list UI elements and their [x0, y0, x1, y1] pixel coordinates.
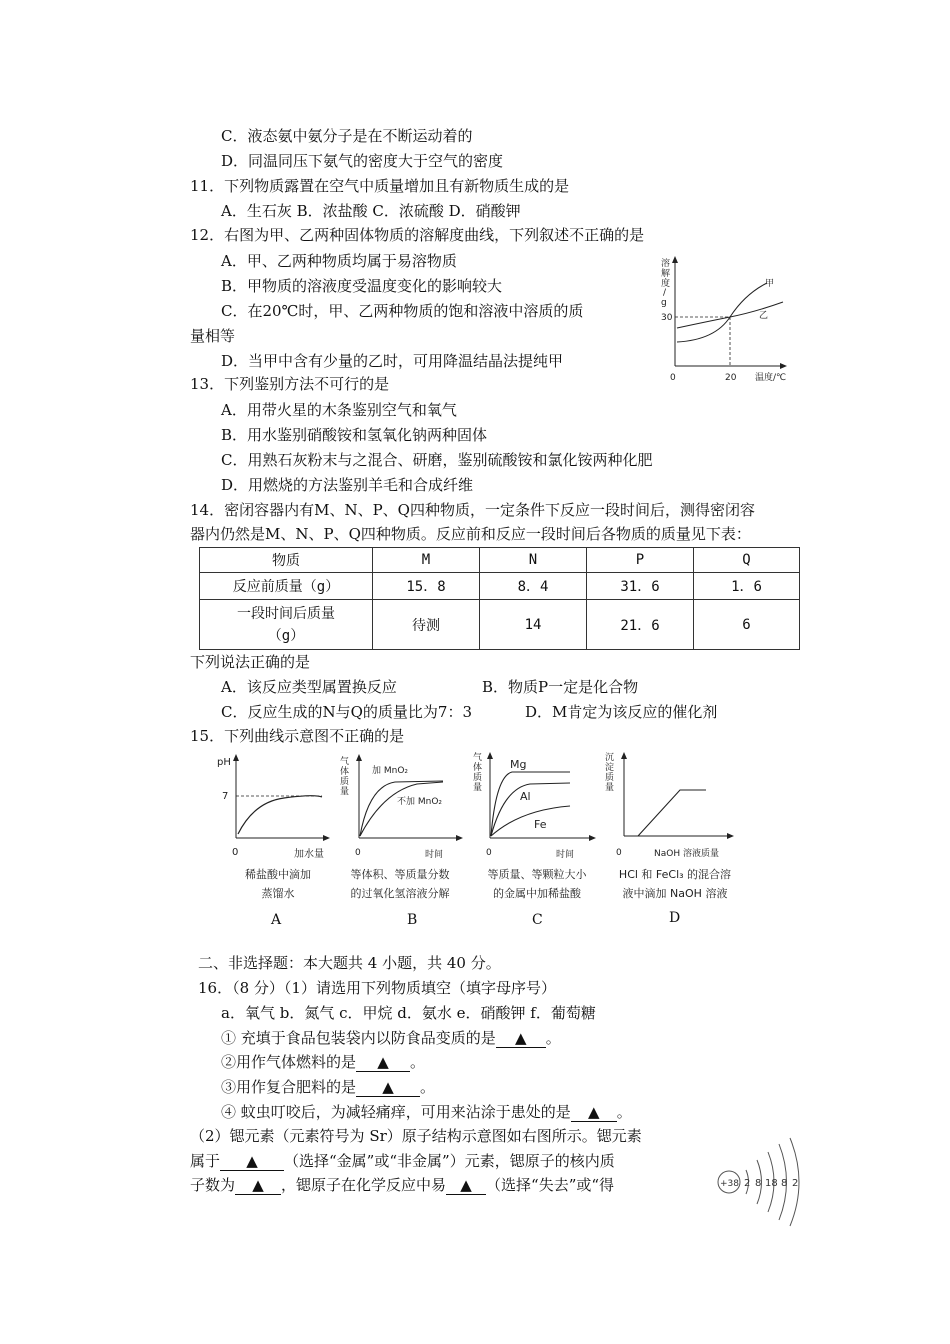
table-cell: 待测: [373, 600, 480, 650]
graph-a: [214, 750, 334, 862]
q12-option-a: A．甲、乙两种物质均属于易溶物质: [221, 252, 457, 270]
y-label-4: 量: [473, 783, 483, 793]
q16-part2-line-1: （2）锶元素（元素符号为 Sr）原子结构示意图如右图所示。锶元素: [190, 1127, 642, 1145]
table-cell: 21．6: [587, 600, 694, 650]
row-label-line-1: 一段时间后质量: [237, 605, 335, 622]
q13-stem: 13．下列鉴别方法不可行的是: [190, 375, 390, 393]
origin-label: 0: [232, 847, 239, 858]
caption-line: 等体积、等质量分数: [350, 868, 450, 881]
caption-line: HCl 和 FeCl₃ 的混合溶: [618, 868, 732, 881]
item-text: ④ 蚊虫叮咬后，为减轻痛痒，可用来沾涂于患处的是: [221, 1103, 571, 1121]
label-mg: Mg: [510, 758, 527, 771]
label-jia: 甲: [765, 279, 775, 289]
y-label-2: 体: [473, 763, 483, 773]
table-cell: 1．6: [694, 573, 800, 600]
y-label-4: 量: [340, 787, 350, 797]
x-label: 时间: [425, 850, 444, 860]
y-label-1: 气: [473, 753, 483, 763]
nucleus-label: +38: [720, 1179, 739, 1189]
curve-without-mno2: [360, 782, 443, 836]
y-label-2: 淀: [605, 763, 615, 773]
item-text: 子数为: [190, 1176, 236, 1194]
caption-line: 的金属中加稀盐酸: [493, 887, 581, 900]
table-cell: 反应前质量（g）: [200, 573, 373, 600]
item-end: 。: [545, 1029, 561, 1047]
q12-stem: 12．右图为甲、乙两种固体物质的溶解度曲线，下列叙述不正确的是: [190, 226, 645, 244]
q16-item-2: [221, 1051, 425, 1073]
q14-option-a: A．该反应类型属置换反应: [221, 678, 397, 696]
q12-option-d: D．当甲中含有少量的乙时，可用降温结晶法提纯甲: [221, 352, 564, 370]
caption-line: 液中滴加 NaOH 溶液: [622, 887, 728, 900]
q13-option-b: B．用水鉴别硝酸铵和氢氧化钠两种固体: [221, 426, 488, 444]
curve-fe: [491, 806, 570, 836]
item-text: 属于: [190, 1152, 221, 1170]
tick-20: 20: [725, 373, 737, 383]
y-label-5: g: [661, 298, 667, 308]
ph-curve: [238, 796, 322, 834]
y-label-3: 质: [340, 777, 350, 787]
shell-1-count: 2: [744, 1178, 751, 1189]
graph-b: [337, 750, 467, 862]
table-cell: 6: [694, 600, 800, 650]
q11-options: A．生石灰 B．浓盐酸 C．浓硫酸 D．硝酸钾: [221, 202, 521, 220]
q16-options: a．氧气 b．氮气 c．甲烷 d．氨水 e．硝酸钾 f．葡萄糖: [221, 1004, 596, 1022]
q14-option-d: D．M肯定为该反应的催化剂: [525, 703, 718, 721]
solubility-graph: [655, 250, 795, 388]
origin-label: 0: [486, 848, 492, 858]
table-row: [200, 573, 800, 600]
tick-30: 30: [661, 313, 673, 323]
label-al: Al: [520, 790, 531, 803]
q14-option-b: B．物质P一定是化合物: [482, 678, 639, 696]
graph-b-letter: B: [407, 912, 418, 928]
x-label: 加水量: [294, 849, 324, 860]
curve-jia: [677, 283, 767, 342]
x-label: NaOH 溶液质量: [654, 849, 719, 859]
y-label-2: 解: [661, 269, 671, 279]
q16-part2-line-2: [190, 1150, 615, 1172]
level-label: 7: [222, 791, 229, 802]
origin-label: 0: [355, 848, 361, 858]
row-label-line-2: （g）: [267, 627, 305, 644]
q16-part2-line-3: [190, 1174, 614, 1196]
graph-a-letter: A: [271, 912, 282, 928]
graph-b-caption: [340, 865, 460, 903]
x-label: 时间: [556, 850, 575, 860]
label-fe: Fe: [534, 818, 547, 831]
section-2-heading: 二、非选择题：本大题共 4 小题，共 40 分。: [198, 954, 501, 972]
table-cell: 31．6: [587, 573, 694, 600]
q12-option-c: C．在20℃时，甲、乙两种物质的饱和溶液中溶质的质: [221, 302, 584, 320]
q13-option-d: D．用燃烧的方法鉴别羊毛和合成纤维: [221, 476, 474, 494]
graph-c-caption: [474, 865, 600, 903]
caption-line: 等质量、等颗粒大小: [487, 868, 587, 881]
q11-stem: 11．下列物质露置在空气中质量增加且有新物质生成的是: [190, 177, 570, 195]
header-cell: N: [480, 548, 587, 573]
answer-blank[interactable]: ▲: [356, 1053, 410, 1072]
y-label-3: 度: [661, 279, 671, 289]
q10-option-c: C．液态氨中氨分子是在不断运动着的: [221, 127, 473, 145]
table-cell: 15．8: [373, 573, 480, 600]
q14-stem-2: 器内仍然是M、N、P、Q四种物质。反应前和反应一段时间后各物质的质量见下表：: [190, 525, 751, 543]
q13-option-a: A．用带火星的木条鉴别空气和氧气: [221, 401, 457, 419]
y-label-2: 体: [340, 767, 350, 777]
q16-stem: 16．（8 分）（1）请选用下列物质填空（填字母序号）: [198, 979, 556, 997]
q14-lead: 下列说法正确的是: [190, 653, 311, 671]
answer-blank[interactable]: ▲: [356, 1078, 420, 1097]
q14-stem-1: 14．密闭容器内有M、N、P、Q四种物质，一定条件下反应一段时间后，测得密闭容: [190, 501, 755, 519]
q14-option-c: C．反应生成的N与Q的质量比为7：3: [221, 703, 472, 721]
strontium-atom-diagram: [708, 1132, 818, 1232]
table-cell: 8．4: [480, 573, 587, 600]
shell-2-count: 8: [755, 1178, 762, 1189]
answer-blank[interactable]: ▲: [235, 1176, 281, 1195]
mass-table: [199, 547, 800, 650]
table-row: [200, 600, 800, 650]
q15-stem: 15．下列曲线示意图不正确的是: [190, 727, 405, 745]
item-end: 。: [410, 1053, 426, 1071]
shell-4-count: 8: [781, 1178, 788, 1189]
q12-option-c-cont: 量相等: [190, 327, 236, 345]
answer-blank[interactable]: ▲: [220, 1152, 284, 1171]
answer-blank[interactable]: ▲: [571, 1103, 617, 1122]
table-header-row: [200, 548, 800, 573]
caption-line: 蒸馏水: [261, 887, 295, 900]
caption-line: 的过氧化氢溶液分解: [350, 887, 450, 900]
q16-item-1: [221, 1027, 561, 1049]
header-cell: Q: [694, 548, 800, 573]
graph-c-letter: C: [532, 912, 543, 928]
graph-a-caption: [230, 865, 326, 903]
label-yi: 乙: [759, 311, 769, 321]
shell-3-count: 18: [765, 1178, 778, 1189]
item-text: ① 充填于食品包装袋内以防食品变质的是: [221, 1029, 496, 1047]
shell-5-count: 2: [792, 1178, 799, 1189]
answer-blank[interactable]: ▲: [496, 1029, 546, 1048]
item-end: 。: [420, 1078, 436, 1096]
header-cell: 物质: [200, 548, 373, 573]
item-text: （选择“失去”或“得: [486, 1176, 615, 1194]
header-cell: P: [587, 548, 694, 573]
y-label-1: 沉: [605, 753, 615, 763]
caption-line: 稀盐酸中滴加: [245, 868, 311, 881]
y-label-1: 溶: [661, 259, 671, 269]
tick-0: 0: [670, 373, 676, 383]
precipitate-curve: [638, 790, 706, 836]
origin-label: 0: [616, 848, 622, 858]
y-label: pH: [217, 757, 231, 768]
graph-d-letter: D: [669, 910, 681, 926]
y-label-3: 质: [473, 773, 483, 783]
q16-item-4: [221, 1101, 632, 1123]
label-without-mno2: 不加 MnO₂: [397, 797, 443, 807]
y-label-1: 气: [340, 757, 350, 767]
item-text: （选择“金属”或“非金属”）元素，锶原子的核内质: [284, 1152, 615, 1170]
item-text: ③用作复合肥料的是: [221, 1078, 357, 1096]
table-cell: 14: [480, 600, 587, 650]
x-label: 温度/℃: [755, 373, 787, 383]
item-end: 。: [616, 1103, 632, 1121]
answer-blank[interactable]: ▲: [446, 1176, 486, 1195]
item-text: ，锶原子在化学反应中易: [281, 1176, 447, 1194]
q10-option-d: D．同温同压下氨气的密度大于空气的密度: [221, 152, 504, 170]
q13-option-c: C．用熟石灰粉末与之混合、研磨，鉴别硫酸铵和氯化铵两种化肥: [221, 451, 653, 469]
graph-d: [602, 748, 742, 862]
y-label-3: 质: [605, 773, 615, 783]
y-label-4: 量: [605, 783, 615, 793]
graph-c: [470, 748, 600, 862]
header-cell: M: [373, 548, 480, 573]
q16-item-3: [221, 1076, 435, 1098]
label-with-mno2: 加 MnO₂: [372, 766, 409, 776]
q12-option-b: B．甲物质的溶液度受温度变化的影响较大: [221, 277, 503, 295]
y-label-4: /: [663, 288, 667, 298]
graph-d-caption: [610, 865, 740, 903]
item-text: ②用作气体燃料的是: [221, 1053, 357, 1071]
table-cell: [200, 600, 373, 650]
